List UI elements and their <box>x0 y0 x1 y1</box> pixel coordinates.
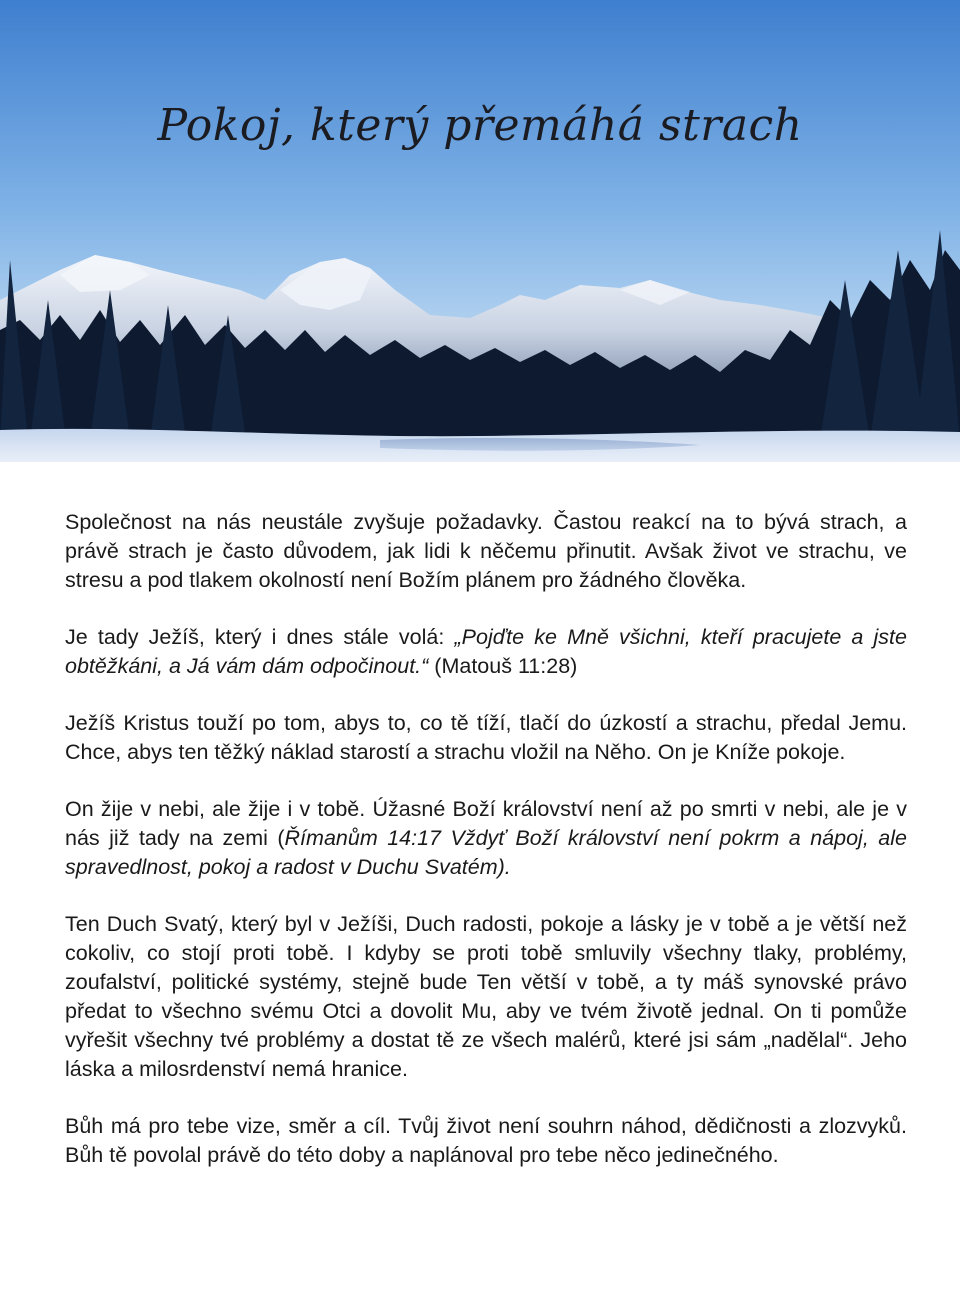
paragraph-2 <box>65 623 907 681</box>
paragraph-4 <box>65 795 907 882</box>
page-title: Pokoj, který přemáhá strach <box>157 100 803 151</box>
paragraph-3: Ježíš Kristus touží po tom, abys to, co tě tíží, tlačí do úzkostí a strachu, předal Jemu. Chce, abys ten těžký náklad starostí a strachu vložil na Něho. On je Kníže pokoje. <box>65 711 907 764</box>
paragraph-4-text: On žije v nebi, ale žije i v tobě. Úžasné Boží království není až po smrti v nebi, ale je v nás již tady na zemi ( <box>65 797 907 850</box>
paragraph-1: Společnost na nás neustále zvyšuje požadavky. Častou reakcí na to bývá strach, a právě strach je často důvodem, jak lidi k něčemu přinutit. Avšak život ve strachu, ve stresu a pod tlakem okolností není Božím plánem pro žádného člověka. <box>65 510 907 592</box>
bible-quote-matthew: „Pojďte ke Mně všichni, kteří pracujete a jste obtěžkáni, a Já vám dám odpočinout.“ <box>65 625 907 678</box>
paragraph-2-intro: Je tady Ježíš, který i dnes stále volá: <box>65 625 455 649</box>
bible-quote-romans: Římanům 14:17 Vždyť Boží království není pokrm a nápoj, ale spravedlnost, pokoj a radost v Duchu Svatém). <box>65 826 907 879</box>
paragraph-6: Bůh má pro tebe vize, směr a cíl. Tvůj život není souhrn náhod, dědičnosti a zlozvyků. Bůh tě povolal právě do této doby a naplánoval pro tebe něco jedinečného. <box>65 1114 907 1167</box>
hero-image <box>0 0 960 462</box>
paragraph-5: Ten Duch Svatý, který byl v Ježíši, Duch radosti, pokoje a lásky je v tobě a je větší než cokoliv, co stojí proti tobě. I kdyby se proti tobě smluvily všechny tlaky, problémy, zoufalství, politické systémy, stejně bude Ten větší v tobě, a ty máš synovské právo předat to všechno svému Otci a dovolit Mu, aby ve tvém životě jednal. On ti pomůže vyřešit všechny tvé problémy a dostat tě ze všech malérů, které jsi sám „nadělal“. Jeho láska a milosrdenství nemá hranice. <box>65 912 907 1081</box>
bible-reference: (Matouš 11:28) <box>428 654 578 678</box>
winter-landscape-illustration <box>0 0 960 462</box>
article-body <box>65 508 907 1198</box>
